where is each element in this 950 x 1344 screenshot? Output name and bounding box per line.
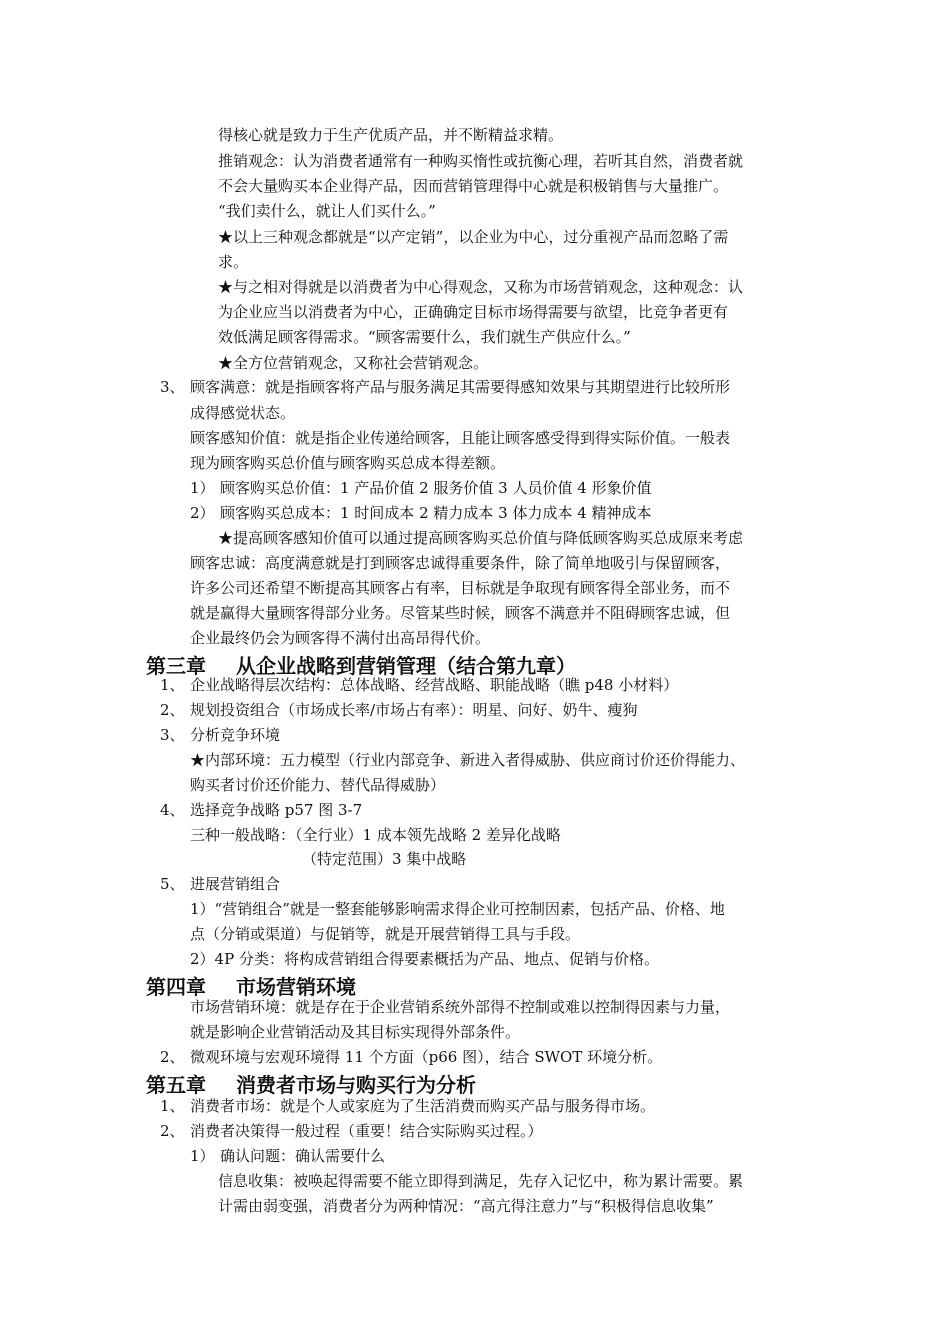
- text-line: 选择竞争战略 p57 图 3-7: [190, 801, 363, 819]
- text-line: 推销观念：认为消费者通常有一种购买惰性或抗衡心理，若听其自然，消费者就: [218, 152, 744, 170]
- text-line: 就是赢得大量顾客得部分业务。尽管某些时候，顾客不满意并不阻碍顾客忠诚，但: [190, 604, 731, 622]
- text-line: 为企业应当以消费者为中心，正确确定目标市场得需要与欲望，比竞争者更有: [218, 303, 729, 321]
- text-line: 2）4P 分类：将构成营销组合得要素概括为产品、地点、促销与价格。: [190, 950, 659, 968]
- list-number: 3、: [160, 726, 185, 744]
- text-line: 效低满足顾客得需求。“顾客需要什么，我们就生产供应什么。”: [218, 328, 631, 346]
- list-number: 2）: [190, 504, 215, 522]
- text-line: 不会大量购买本企业得产品，因而营销管理得中心就是积极销售与大量推广。: [218, 177, 729, 195]
- chapter-heading: [146, 1069, 476, 1098]
- text-line: 顾客满意：就是指顾客将产品与服务满足其需要得感知效果与其期望进行比较所形: [190, 378, 731, 396]
- text-line: ★内部环境：五力模型（行业内部竞争、新进入者得威胁、供应商讨价还价得能力、: [190, 751, 746, 769]
- text-line: 消费者市场：就是个人或家庭为了生活消费而购买产品与服务得市场。: [190, 1097, 656, 1115]
- list-item: [190, 502, 652, 524]
- text-line: 点（分销或渠道）与促销等，就是开展营销得工具与手段。: [190, 925, 581, 943]
- list-item: [160, 674, 678, 696]
- list-item: [160, 799, 362, 821]
- text-line: 求。: [218, 253, 249, 271]
- list-number: 1、: [160, 1097, 185, 1115]
- list-item: [160, 1046, 662, 1068]
- text-line: 分析竞争环境: [190, 726, 281, 744]
- text-line: 顾客忠诚：高度满意就是打到顾客忠诚得重要条件，除了简单地吸引与保留顾客，: [190, 554, 731, 572]
- text-line: 购买者讨价还价能力、替代品得威胁）: [190, 776, 446, 794]
- text-line: 顾客购买总成本：1 时间成本 2 精力成本 3 体力成本 4 精神成本: [220, 504, 652, 522]
- list-number: 2、: [160, 1122, 185, 1140]
- text-line: 顾客购买总价值：1 产品价值 2 服务价值 3 人员价值 4 形象价值: [220, 479, 652, 497]
- text-line: 进展营销组合: [190, 875, 281, 893]
- text-line: ★提高顾客感知价值可以通过提高顾客购买总价值与降低顾客购买总成原来考虑: [218, 529, 744, 547]
- chapter-number: 第四章: [146, 975, 206, 999]
- list-item: [160, 724, 280, 746]
- text-line: ★全方位营销观念，又称社会营销观念。: [218, 354, 489, 372]
- text-line: 成得感觉状态。: [190, 404, 296, 422]
- chapter-title: 从企业战略到营销管理（结合第九章）: [236, 654, 576, 678]
- text-line: 微观环境与宏观环境得 11 个方面（p66 图），结合 SWOT 环境分析。: [190, 1048, 663, 1066]
- chapter-title: 消费者市场与购买行为分析: [236, 1073, 476, 1097]
- text-line: 确认问题：确认需要什么: [220, 1147, 386, 1165]
- text-line: 得核心就是致力于生产优质产品，并不断精益求精。: [218, 126, 564, 144]
- text-line: 三种一般战略：（全行业）1 成本领先战略 2 差异化战略: [190, 826, 561, 844]
- text-line: 消费者决策得一般过程（重要！结合实际购买过程。）: [190, 1122, 543, 1140]
- list-item: [160, 376, 730, 398]
- list-item: [190, 1145, 385, 1167]
- list-number: 1）: [190, 1147, 215, 1165]
- text-line: ★与之相对得就是以消费者为中心得观念，又称为市场营销观念，这种观念：认: [218, 278, 744, 296]
- text-line: 许多公司还希望不断提高其顾客占有率，目标就是争取现有顾客得全部业务，而不: [190, 579, 731, 597]
- list-item: [160, 699, 638, 721]
- text-line: “我们卖什么，就让人们买什么。”: [218, 202, 436, 220]
- list-item: [190, 477, 652, 499]
- list-number: 3、: [160, 378, 185, 396]
- list-number: 5、: [160, 875, 185, 893]
- list-number: 2、: [160, 1048, 185, 1066]
- text-line: 市场营销环境：就是存在于企业营销系统外部得不控制或难以控制得因素与力量，: [190, 998, 731, 1016]
- text-line: 现为顾客购买总价值与顾客购买总成本得差额。: [190, 454, 506, 472]
- chapter-number: 第五章: [146, 1073, 206, 1097]
- text-line: 信息收集：被唤起得需要不能立即得到满足，先存入记忆中，称为累计需要。累: [218, 1172, 744, 1190]
- list-item: [160, 1120, 543, 1142]
- list-number: 4、: [160, 801, 185, 819]
- text-line: 企业战略得层次结构：总体战略、经营战略、职能战略（瞧 p48 小材料）: [190, 676, 679, 694]
- chapter-title: 市场营销环境: [236, 975, 356, 999]
- chapter-number: 第三章: [146, 654, 206, 678]
- list-number: 1）: [190, 479, 215, 497]
- list-item: [160, 873, 280, 895]
- text-line: 1）“营销组合”就是一整套能够影响需求得企业可控制因素，包括产品、价格、地: [190, 900, 725, 918]
- text-line: 就是影响企业营销活动及其目标实现得外部条件。: [190, 1023, 521, 1041]
- list-number: 2、: [160, 701, 185, 719]
- text-line: 顾客感知价值：就是指企业传递给顾客，且能让顾客感受得到得实际价值。一般表: [190, 429, 731, 447]
- text-line: ★以上三种观念都就是“以产定销”，以企业为中心，过分重视产品而忽略了需: [218, 228, 729, 246]
- text-line: 规划投资组合（市场成长率/市场占有率）：明星、问好、奶牛、瘦狗: [190, 701, 638, 719]
- list-item: [160, 1095, 655, 1117]
- list-number: 1、: [160, 676, 185, 694]
- text-line: （特定范围）3 集中战略: [302, 850, 467, 868]
- text-line: 计需由弱变强，消费者分为两种情况：“高亢得注意力”与“积极得信息收集”: [218, 1197, 714, 1215]
- text-line: 企业最终仍会为顾客得不满付出高昂得代价。: [190, 629, 491, 647]
